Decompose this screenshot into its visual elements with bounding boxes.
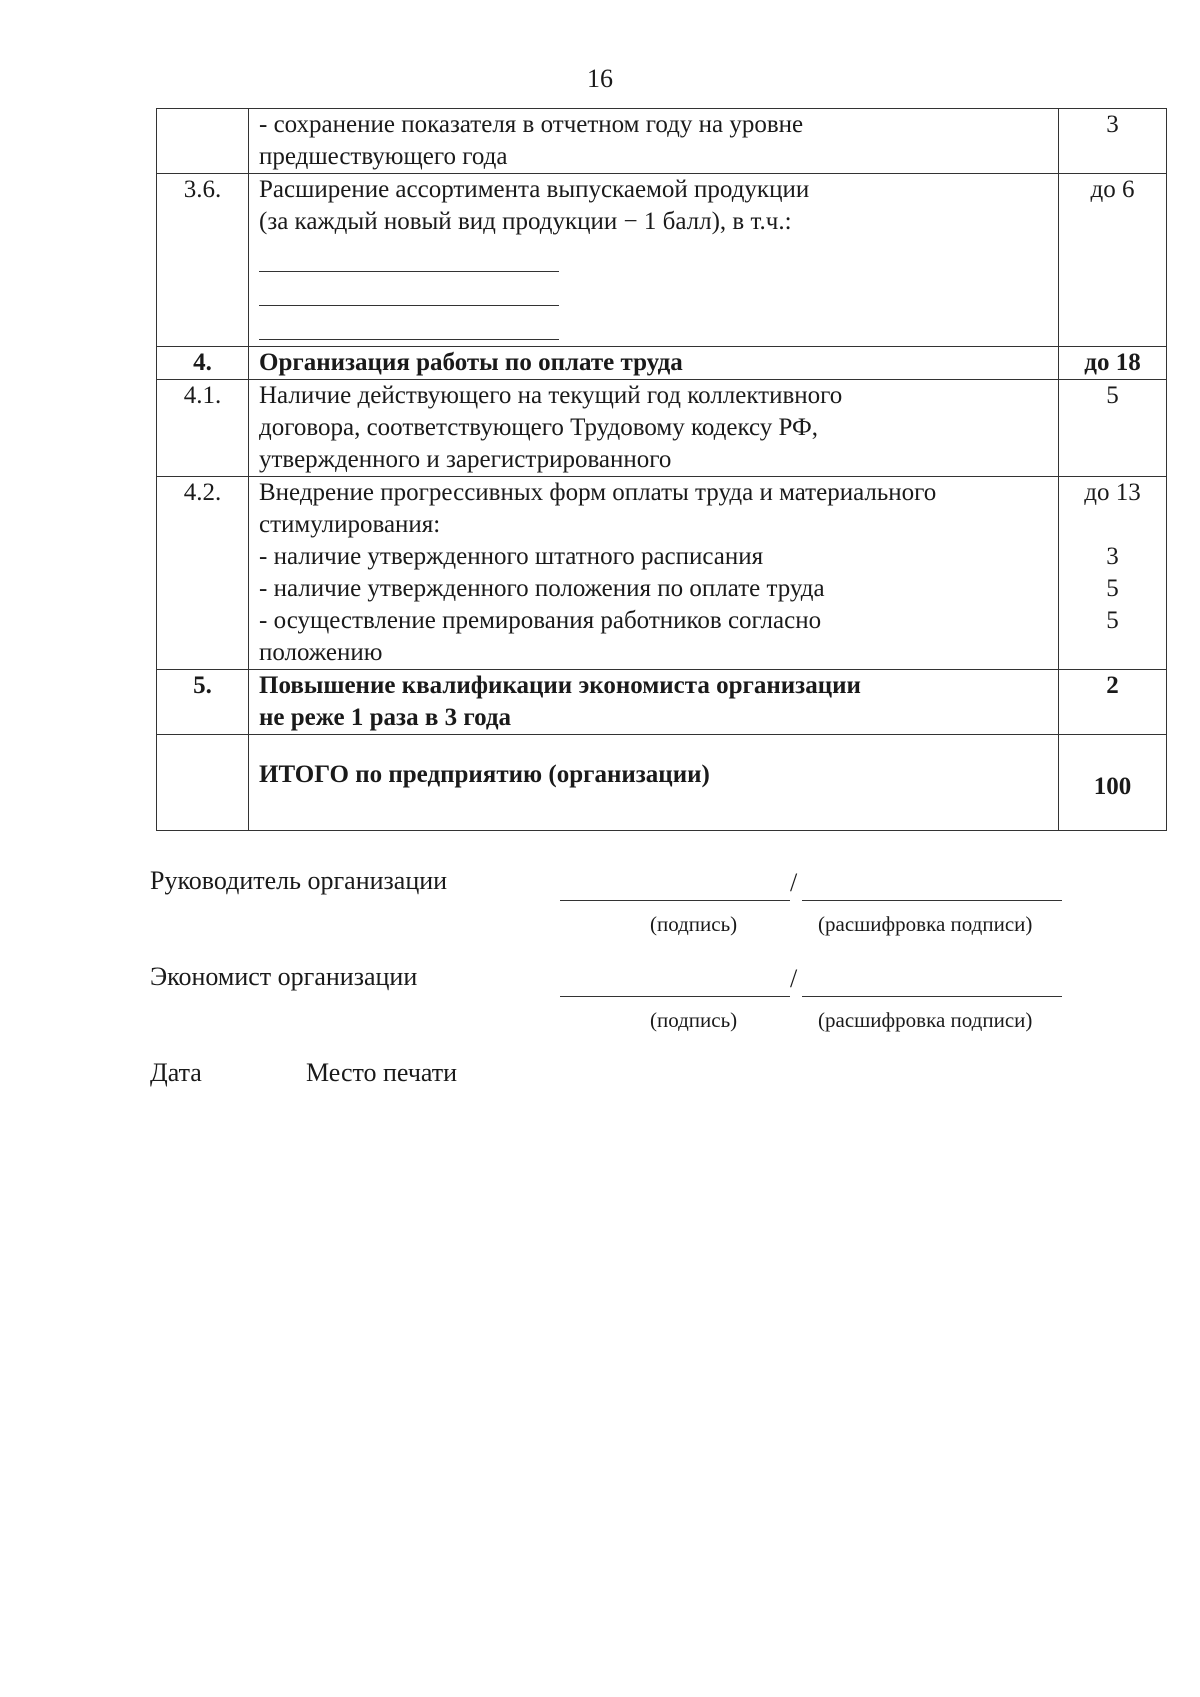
signature-separator: /	[790, 964, 798, 993]
signature-field[interactable]	[560, 996, 790, 997]
fill-in-line	[259, 238, 559, 272]
description-line: - осуществление премирования работников согласно	[259, 607, 822, 634]
description-line: положению	[259, 639, 383, 666]
description-line: не реже 1 раза в 3 года	[259, 704, 512, 731]
description-line: Организация работы по оплате труда	[259, 349, 683, 376]
signature-caption: (подпись)	[650, 912, 738, 936]
row-points	[1059, 670, 1167, 735]
table-row	[157, 670, 1167, 735]
points-value: до 6	[1090, 176, 1135, 203]
page-number: 16	[587, 64, 613, 93]
description-line: - сохранение показателя в отчетном году на уровне	[259, 111, 804, 138]
row-points	[1059, 477, 1167, 670]
total-label: ИТОГО по предприятию (организации)	[259, 761, 710, 788]
table-row	[157, 347, 1167, 380]
description-line: (за каждый новый вид продукции − 1 балл), в т.ч.:	[259, 208, 792, 235]
total-label-cell	[249, 735, 1059, 831]
row-number	[157, 109, 249, 174]
total-points: 100	[1093, 773, 1132, 800]
description-line: Расширение ассортимента выпускаемой продукции	[259, 176, 810, 203]
row-description	[249, 477, 1059, 670]
description-line: Внедрение прогрессивных форм оплаты труда и материального	[259, 479, 937, 506]
points-value: 2	[1106, 672, 1119, 699]
row-description	[249, 109, 1059, 174]
signature-role-label: Экономист организации	[150, 962, 418, 991]
row-points	[1059, 109, 1167, 174]
description-line: предшествующего года	[259, 143, 508, 170]
signature-separator: /	[790, 868, 798, 897]
fill-in-line	[259, 272, 559, 306]
row-number: 3.6.	[157, 174, 249, 347]
table-row	[157, 380, 1167, 477]
signature-decoding-field[interactable]	[802, 900, 1062, 901]
total-points-cell	[1059, 735, 1167, 831]
description-line: - наличие утвержденного штатного расписания	[259, 543, 764, 570]
description-line: стимулирования:	[259, 511, 441, 538]
signature-decoding-field[interactable]	[802, 996, 1062, 997]
description-line: Повышение квалификации экономиста организации	[259, 672, 861, 699]
row-description	[249, 347, 1059, 380]
description-line: - наличие утвержденного положения по оплате труда	[259, 575, 825, 602]
row-points	[1059, 347, 1167, 380]
row-description	[249, 174, 1059, 347]
signature-caption: (подпись)	[650, 1008, 738, 1032]
description-line: договора, соответствующего Трудовому кодексу РФ,	[259, 414, 818, 441]
fill-in-line	[259, 306, 559, 340]
points-value: до 18	[1084, 349, 1141, 376]
date-label: Дата	[150, 1058, 202, 1087]
description-line: Наличие действующего на текущий год коллективного	[259, 382, 843, 409]
scoring-table	[156, 108, 1167, 831]
row-description	[249, 670, 1059, 735]
row-number: 5.	[157, 670, 249, 735]
points-value: 3	[1106, 111, 1119, 138]
signature-role-label: Руководитель организации	[150, 866, 448, 895]
row-points	[1059, 380, 1167, 477]
signature-decoding-caption: (расшифровка подписи)	[818, 912, 1033, 936]
description-line: утвержденного и зарегистрированного	[259, 446, 672, 473]
row-points	[1059, 174, 1167, 347]
points-value: до 13	[1084, 479, 1141, 506]
points-value: 5	[1106, 575, 1119, 602]
row-description	[249, 380, 1059, 477]
signature-field[interactable]	[560, 900, 790, 901]
table-row	[157, 109, 1167, 174]
points-value: 5	[1106, 382, 1119, 409]
seal-place-label: Место печати	[306, 1058, 458, 1087]
row-number: 4.1.	[157, 380, 249, 477]
signature-decoding-caption: (расшифровка подписи)	[818, 1008, 1033, 1032]
row-number: 4.	[157, 347, 249, 380]
points-value: 5	[1106, 607, 1119, 634]
total-row	[157, 735, 1167, 831]
table-row	[157, 477, 1167, 670]
table-row	[157, 174, 1167, 347]
row-number: 4.2.	[157, 477, 249, 670]
points-value: 3	[1106, 543, 1119, 570]
points-value	[1059, 509, 1166, 541]
row-number	[157, 735, 249, 831]
